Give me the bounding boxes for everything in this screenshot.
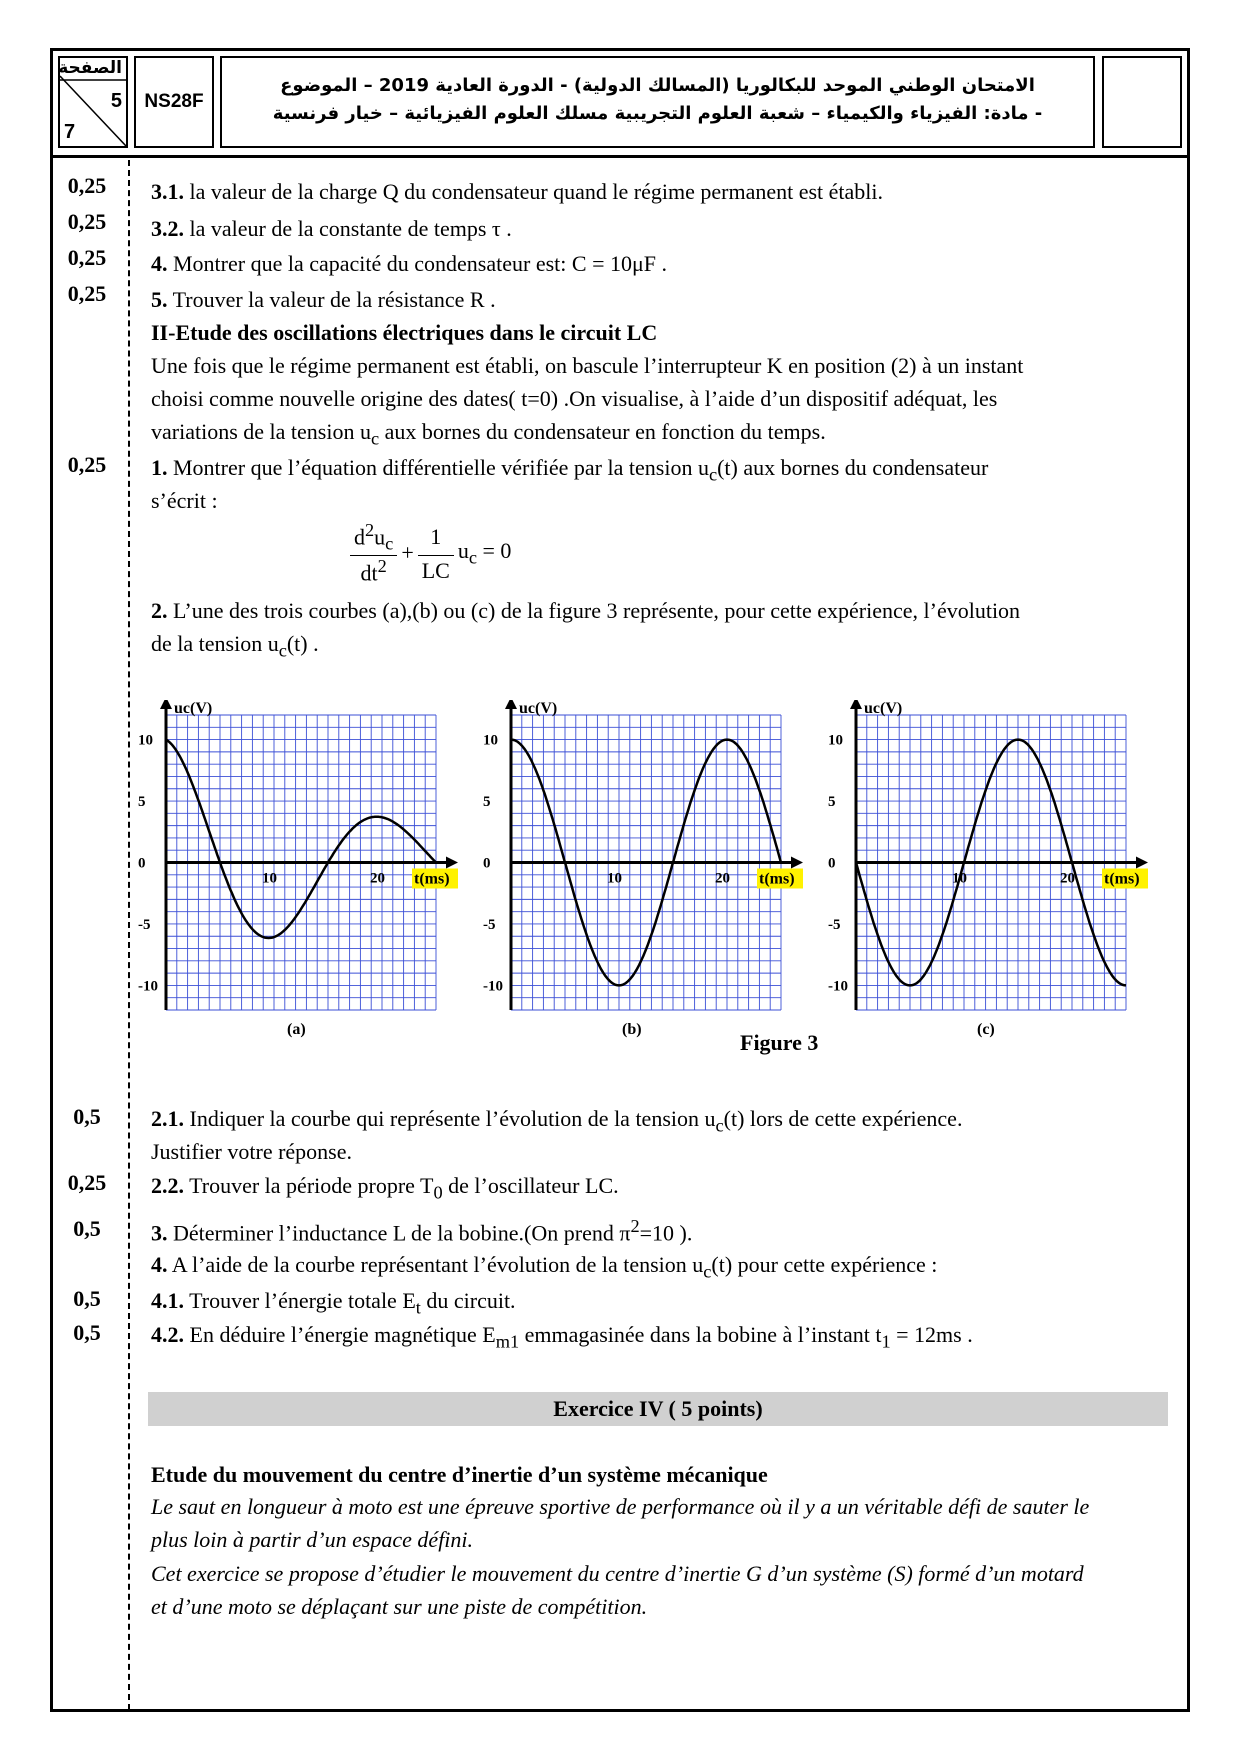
section-2-question-2-cont: de la tension $u_c(t)$ . [151, 631, 319, 661]
y-tick-label: 10 [483, 732, 498, 749]
y-tick-label: 5 [828, 794, 836, 811]
panel-label: (c) [977, 1021, 995, 1038]
score-2-2: 0,25 [67, 1170, 107, 1195]
question-4-1: 4.1. Trouver l’énergie totale $E_t$ du circuit. [151, 1288, 516, 1318]
y-axis-label: uc(V) [864, 700, 903, 717]
y-tick-label: -5 [138, 916, 151, 933]
x-axis-arrow [791, 857, 803, 869]
exam-code: NS28F [134, 56, 214, 148]
exam-title-line2: - مادة: الفيزياء والكيمياء – شعبة العلوم التجريبية مسلك العلوم الفيزيائية – خيار فرنسية [272, 103, 1043, 124]
exercise-4-banner: Exercice IV ( 5 points) [148, 1392, 1168, 1426]
y-tick-label: 5 [483, 794, 491, 811]
x-tick-label: 20 [715, 870, 730, 887]
page-number-box [58, 56, 128, 148]
page-total: 7 [64, 121, 76, 143]
section-2-paragraph-line3: variations de la tension $u_c$ aux bornes du condensateur en fonction du temps. [151, 419, 826, 449]
exercise-4-intro-line3: Cet exercice se propose d’étudier le mouvement du centre d’inertie G d’un système (S) formé d’un motard [151, 1561, 1084, 1586]
y-tick-label: -5 [483, 916, 496, 933]
exam-title-line1: الامتحان الوطني الموحد للبكالوريا (المسالك الدولية) - الدورة العادية 2019 – الموضوع [280, 75, 1035, 96]
x-tick-label: 10 [952, 870, 967, 887]
section-2-question-1-cont: s’écrit : [151, 488, 218, 513]
x-tick-label: 20 [370, 870, 385, 887]
x-axis-arrow [446, 857, 458, 869]
y-tick-label: -10 [138, 978, 158, 995]
question-5: 5. Trouver la valeur de la résistance R . [151, 287, 496, 312]
score-ii-1: 0,25 [67, 452, 107, 477]
section-2-question-2: 2. L’une des trois courbes (a),(b) ou (c) de la figure 3 représente, pour cette expérience, l’évolution [151, 598, 1021, 623]
x-tick-label: 10 [262, 870, 277, 887]
exercise-4-title: Etude du mouvement du centre d’inertie d’un système mécanique [151, 1462, 768, 1487]
y-tick-label: 0 [138, 855, 146, 872]
question-4: 4. Montrer que la capacité du condensateur est: C = 10μF . [151, 251, 668, 276]
question-2-1: 2.1. Indiquer la courbe qui représente l’évolution de la tension $u_c(t)$ lors de cette expérience. [151, 1106, 963, 1136]
panel-label: (b) [622, 1021, 642, 1038]
question-3: 3. Déterminer l’inductance L de la bobine.(On prend $\pi^2=10$ ). [151, 1216, 693, 1246]
score-3-2: 0,25 [67, 209, 107, 234]
score-3-1: 0,25 [67, 173, 107, 198]
figure-3 [138, 700, 1198, 1060]
y-axis-label: uc(V) [174, 700, 213, 717]
section-2-question-1: 1. Montrer que l’équation différentielle vérifiée par la tension $u_c(t)$ aux bornes du condensateur [151, 455, 989, 485]
exercise-4-intro-line4: et d’une moto se déplaçant sur une piste de compétition. [151, 1594, 648, 1619]
question-2-2: 2.2. Trouver la période propre $T_0$ de l’oscillateur LC. [151, 1173, 619, 1203]
page-number: 5 [110, 90, 122, 112]
score-2-1: 0,5 [73, 1104, 101, 1129]
question-2-1-cont: Justifier votre réponse. [151, 1139, 352, 1164]
y-tick-label: -10 [828, 978, 848, 995]
score-4-1: 0,5 [73, 1286, 101, 1311]
exercise-4-intro-line1: Le saut en longueur à moto est une épreuve sportive de performance où il y a un véritable défi de sauter le [151, 1494, 1090, 1519]
x-axis-label: t(ms) [414, 870, 450, 888]
curve-a [166, 740, 436, 938]
y-axis-label: uc(V) [519, 700, 558, 717]
x-axis-label: t(ms) [1104, 870, 1140, 888]
figure-caption: Figure 3 [740, 1030, 819, 1055]
question-3-2: 3.2. la valeur de la constante de temps τ . [151, 216, 512, 241]
empty-box [1102, 56, 1182, 148]
score-3: 0,5 [73, 1216, 101, 1241]
question-4-2: 4.2. En déduire l’énergie magnétique $E_{m1}$ emmagasinée dans la bobine à l’instant $t_1 = 12ms$ . [151, 1322, 973, 1352]
margin-separator [128, 160, 130, 1710]
section-2-paragraph-line1: Une fois que le régime permanent est établi, on bascule l’interrupteur K en position (2) à un instant [151, 353, 1024, 378]
section-2-paragraph-line2: choisi comme nouvelle origine des dates( t=0) .On visualise, à l’aide d’un dispositif adéquat, les [151, 386, 998, 411]
section-2-title: II-Etude des oscillations électriques dans le circuit LC [151, 320, 658, 345]
score-5: 0,25 [67, 281, 107, 306]
y-axis-arrow [850, 700, 862, 709]
page-label: الصفحة [58, 58, 122, 78]
exercise-4-intro-line2: plus loin à partir d’un espace défini. [151, 1527, 474, 1552]
y-tick-label: 10 [138, 732, 153, 749]
panel-label: (a) [287, 1021, 306, 1038]
x-axis-label: t(ms) [759, 870, 795, 888]
header-divider [50, 155, 1190, 158]
y-tick-label: -10 [483, 978, 503, 995]
question-3-1: 3.1. la valeur de la charge Q du condensateur quand le régime permanent est établi. [151, 179, 884, 204]
differential-equation: $d^2u_c$ + 1 $u_c = 0$ $dt^2$ LC [350, 520, 515, 586]
question-4-intro: 4. A l’aide de la courbe représentant l’évolution de la tension $u_c(t)$ pour cette expérience : [151, 1252, 938, 1282]
x-tick-label: 20 [1060, 870, 1075, 887]
y-tick-label: 0 [483, 855, 491, 872]
exam-title-box [220, 56, 1095, 148]
y-tick-label: -5 [828, 916, 841, 933]
y-axis-arrow [160, 700, 172, 709]
score-4-2: 0,5 [73, 1320, 101, 1345]
y-tick-label: 10 [828, 732, 843, 749]
x-tick-label: 10 [607, 870, 622, 887]
score-4: 0,25 [67, 245, 107, 270]
y-tick-label: 0 [828, 855, 836, 872]
y-tick-label: 5 [138, 794, 146, 811]
x-axis-arrow [1136, 857, 1148, 869]
y-axis-arrow [505, 700, 517, 709]
